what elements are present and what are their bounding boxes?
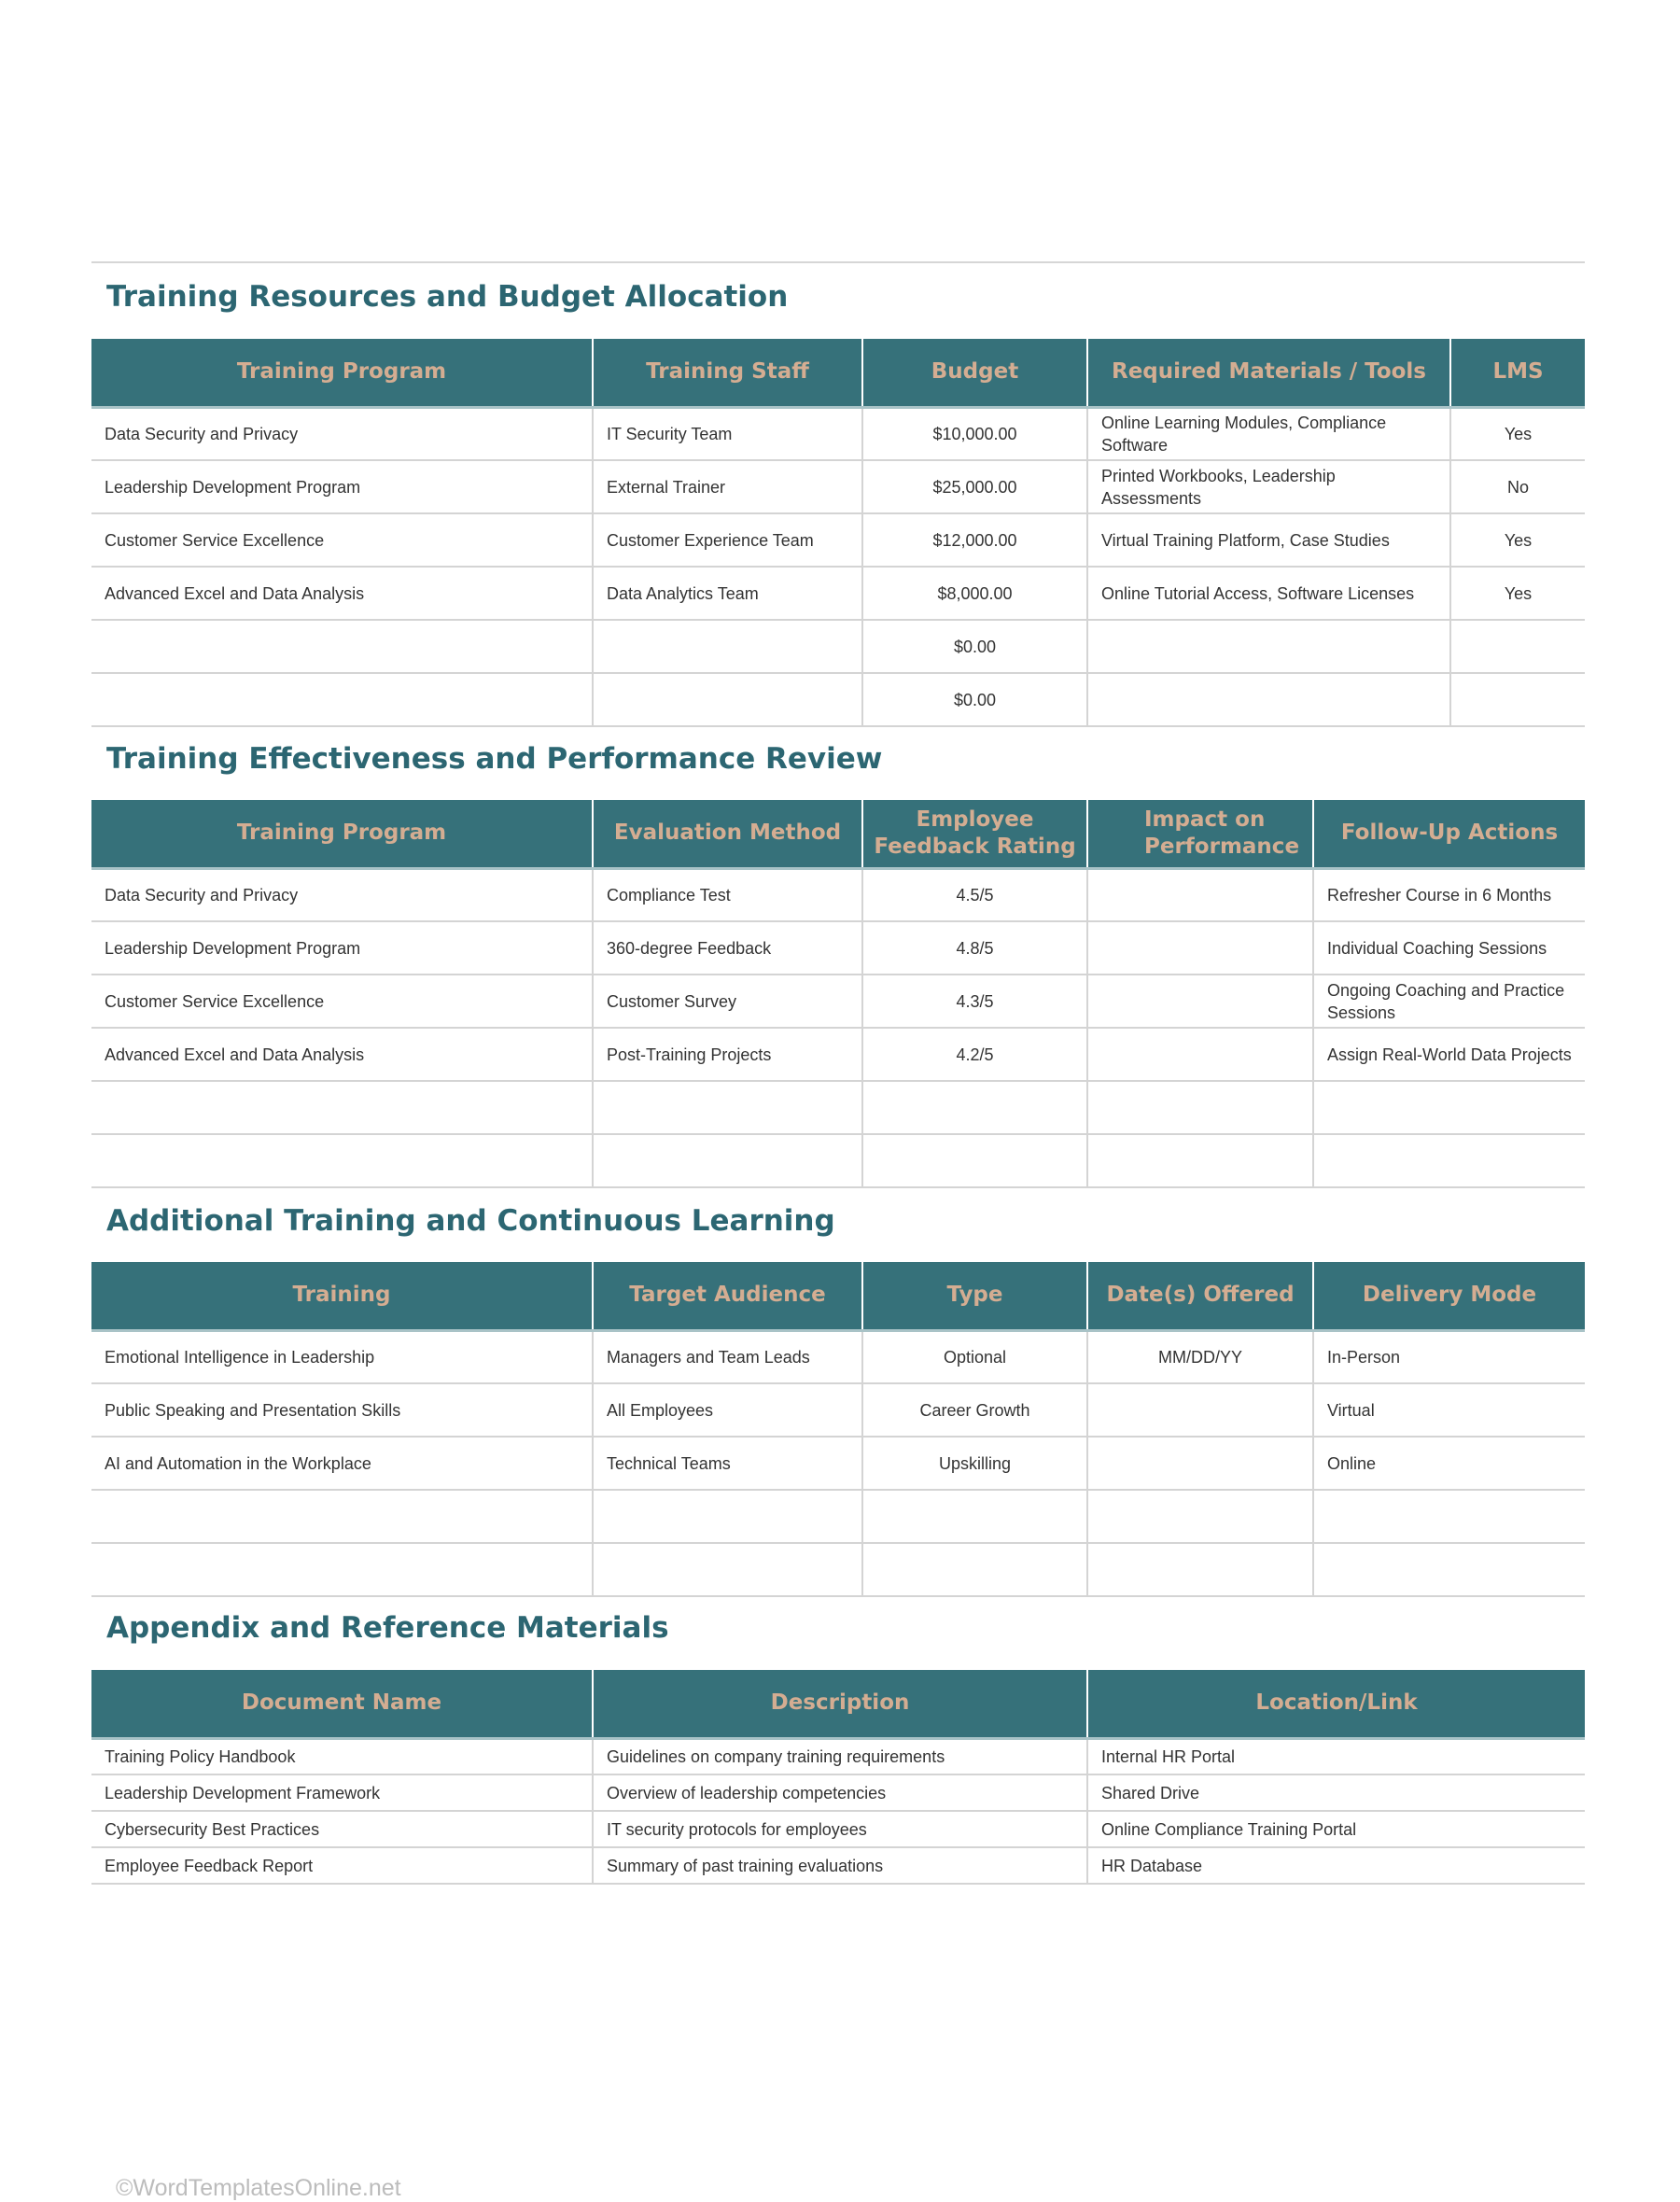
- table-row: [91, 407, 1585, 460]
- table-row: [91, 1811, 1585, 1847]
- table-cell: Optional: [862, 1330, 1087, 1383]
- table-cell: $12,000.00: [862, 513, 1087, 567]
- table-cell: Yes: [1450, 513, 1585, 567]
- table-cell: 4.3/5: [862, 975, 1087, 1028]
- table-cell: Data Analytics Team: [593, 567, 862, 620]
- table-cell: [593, 1490, 862, 1543]
- table-cell: Post-Training Projects: [593, 1028, 862, 1081]
- table-cell: $0.00: [862, 620, 1087, 673]
- table-cell: $10,000.00: [862, 407, 1087, 460]
- section-title: Training Effectiveness and Performance Review: [106, 742, 883, 776]
- table-cell: No: [1450, 460, 1585, 513]
- table-cell: 360-degree Feedback: [593, 921, 862, 975]
- table-row: [91, 673, 1585, 726]
- table-cell: [862, 1081, 1087, 1134]
- table-cell: [91, 1490, 593, 1543]
- table-header-row: [91, 1670, 1585, 1738]
- table-cell: Virtual Training Platform, Case Studies: [1087, 513, 1450, 567]
- table-cell: Overview of leadership competencies: [593, 1774, 1087, 1811]
- column-header: Target Audience: [593, 1262, 862, 1330]
- table-cell: [1087, 921, 1313, 975]
- table-header-row: [91, 339, 1585, 407]
- section-title: Appendix and Reference Materials: [106, 1611, 669, 1645]
- table-cell: Printed Workbooks, Leadership Assessments: [1087, 460, 1450, 513]
- table-cell: [1313, 1134, 1585, 1187]
- table-cell: 4.8/5: [862, 921, 1087, 975]
- table-row: [91, 620, 1585, 673]
- section-title: Training Resources and Budget Allocation: [106, 280, 789, 314]
- table-row: [91, 1028, 1585, 1081]
- column-header: Evaluation Method: [593, 800, 862, 868]
- table-cell: [593, 1543, 862, 1596]
- table-cell: Emotional Intelligence in Leadership: [91, 1330, 593, 1383]
- column-header: Date(s) Offered: [1087, 1262, 1313, 1330]
- table-cell: Advanced Excel and Data Analysis: [91, 567, 593, 620]
- column-header: Document Name: [91, 1670, 593, 1738]
- table-row: [91, 1383, 1585, 1437]
- column-header: Delivery Mode: [1313, 1262, 1585, 1330]
- effectiveness-table: [91, 800, 1585, 1188]
- table-row: [91, 1330, 1585, 1383]
- table-cell: Yes: [1450, 567, 1585, 620]
- table-row: [91, 1774, 1585, 1811]
- table-row: [91, 1738, 1585, 1774]
- budget-table: [91, 339, 1585, 727]
- column-header: Description: [593, 1670, 1087, 1738]
- column-header: Training Program: [91, 800, 593, 868]
- table-header-row: [91, 1262, 1585, 1330]
- table-cell: Data Security and Privacy: [91, 868, 593, 921]
- table-cell: All Employees: [593, 1383, 862, 1437]
- table-cell: Data Security and Privacy: [91, 407, 593, 460]
- column-header: Training Staff: [593, 339, 862, 407]
- table-cell: [1087, 673, 1450, 726]
- table-cell: [1087, 975, 1313, 1028]
- column-header: Required Materials / Tools: [1087, 339, 1450, 407]
- table-cell: Online: [1313, 1437, 1585, 1490]
- column-header: Employee Feedback Rating: [862, 800, 1087, 868]
- table-cell: Managers and Team Leads: [593, 1330, 862, 1383]
- table-cell: [1087, 868, 1313, 921]
- table-cell: Leadership Development Framework: [91, 1774, 593, 1811]
- column-header: Follow-Up Actions: [1313, 800, 1585, 868]
- table-cell: HR Database: [1087, 1847, 1585, 1884]
- table-cell: Cybersecurity Best Practices: [91, 1811, 593, 1847]
- table-cell: [1087, 1028, 1313, 1081]
- table-cell: In-Person: [1313, 1330, 1585, 1383]
- table-cell: [1087, 1134, 1313, 1187]
- table-cell: Customer Service Excellence: [91, 513, 593, 567]
- table-cell: Compliance Test: [593, 868, 862, 921]
- table-cell: [1313, 1081, 1585, 1134]
- table-cell: Customer Experience Team: [593, 513, 862, 567]
- table-cell: AI and Automation in the Workplace: [91, 1437, 593, 1490]
- table-cell: [1313, 1543, 1585, 1596]
- table-row: [91, 868, 1585, 921]
- table-cell: Individual Coaching Sessions: [1313, 921, 1585, 975]
- table-cell: Guidelines on company training requirements: [593, 1738, 1087, 1774]
- table-cell: Ongoing Coaching and Practice Sessions: [1313, 975, 1585, 1028]
- column-header: Budget: [862, 339, 1087, 407]
- table-row: [91, 1543, 1585, 1596]
- table-row: [91, 1081, 1585, 1134]
- table-cell: [1087, 1543, 1313, 1596]
- table-cell: [1313, 1490, 1585, 1543]
- table-cell: Advanced Excel and Data Analysis: [91, 1028, 593, 1081]
- column-header: LMS: [1450, 339, 1585, 407]
- table-cell: Customer Service Excellence: [91, 975, 593, 1028]
- table-row: [91, 460, 1585, 513]
- column-header: Training Program: [91, 339, 593, 407]
- column-header: Type: [862, 1262, 1087, 1330]
- table-cell: Leadership Development Program: [91, 460, 593, 513]
- table-cell: Customer Survey: [593, 975, 862, 1028]
- table-cell: [91, 1134, 593, 1187]
- table-cell: [91, 673, 593, 726]
- table-row: [91, 1490, 1585, 1543]
- table-cell: [1450, 620, 1585, 673]
- table-cell: [593, 620, 862, 673]
- table-row: [91, 1847, 1585, 1884]
- table-cell: Online Tutorial Access, Software Licenses: [1087, 567, 1450, 620]
- table-header-row: [91, 800, 1585, 868]
- table-cell: 4.2/5: [862, 1028, 1087, 1081]
- table-cell: [862, 1134, 1087, 1187]
- table-cell: Assign Real-World Data Projects: [1313, 1028, 1585, 1081]
- table-cell: Internal HR Portal: [1087, 1738, 1585, 1774]
- column-header: Training: [91, 1262, 593, 1330]
- table-cell: [593, 673, 862, 726]
- additional-training-table: [91, 1262, 1585, 1597]
- table-cell: [1087, 1081, 1313, 1134]
- table-cell: Public Speaking and Presentation Skills: [91, 1383, 593, 1437]
- table-cell: [1087, 620, 1450, 673]
- table-cell: Yes: [1450, 407, 1585, 460]
- table-cell: Shared Drive: [1087, 1774, 1585, 1811]
- table-row: [91, 1134, 1585, 1187]
- table-cell: $25,000.00: [862, 460, 1087, 513]
- table-row: [91, 567, 1585, 620]
- table-cell: Refresher Course in 6 Months: [1313, 868, 1585, 921]
- footer-copyright: ©WordTemplatesOnline.net: [116, 2175, 401, 2201]
- table-cell: MM/DD/YY: [1087, 1330, 1313, 1383]
- table-cell: Online Learning Modules, Compliance Software: [1087, 407, 1450, 460]
- table-cell: [593, 1081, 862, 1134]
- table-cell: Summary of past training evaluations: [593, 1847, 1087, 1884]
- table-cell: [862, 1543, 1087, 1596]
- table-cell: [1087, 1490, 1313, 1543]
- table-cell: [593, 1134, 862, 1187]
- table-cell: 4.5/5: [862, 868, 1087, 921]
- table-cell: Virtual: [1313, 1383, 1585, 1437]
- table-row: [91, 975, 1585, 1028]
- table-cell: Technical Teams: [593, 1437, 862, 1490]
- table-cell: IT Security Team: [593, 407, 862, 460]
- table-cell: $0.00: [862, 673, 1087, 726]
- table-cell: Online Compliance Training Portal: [1087, 1811, 1585, 1847]
- table-cell: Training Policy Handbook: [91, 1738, 593, 1774]
- table-cell: [1450, 673, 1585, 726]
- column-header: Impact on Performance: [1087, 800, 1313, 868]
- table-cell: External Trainer: [593, 460, 862, 513]
- table-cell: [91, 1081, 593, 1134]
- top-divider: [91, 261, 1585, 263]
- appendix-table: [91, 1670, 1585, 1885]
- table-row: [91, 513, 1585, 567]
- table-row: [91, 921, 1585, 975]
- table-cell: [1087, 1437, 1313, 1490]
- table-cell: [91, 1543, 593, 1596]
- table-cell: [91, 620, 593, 673]
- column-header: Location/Link: [1087, 1670, 1585, 1738]
- section-title: Additional Training and Continuous Learning: [106, 1204, 835, 1238]
- table-cell: Career Growth: [862, 1383, 1087, 1437]
- table-cell: Upskilling: [862, 1437, 1087, 1490]
- table-cell: [1087, 1383, 1313, 1437]
- table-cell: Employee Feedback Report: [91, 1847, 593, 1884]
- table-cell: IT security protocols for employees: [593, 1811, 1087, 1847]
- table-cell: Leadership Development Program: [91, 921, 593, 975]
- table-cell: $8,000.00: [862, 567, 1087, 620]
- table-row: [91, 1437, 1585, 1490]
- table-cell: [862, 1490, 1087, 1543]
